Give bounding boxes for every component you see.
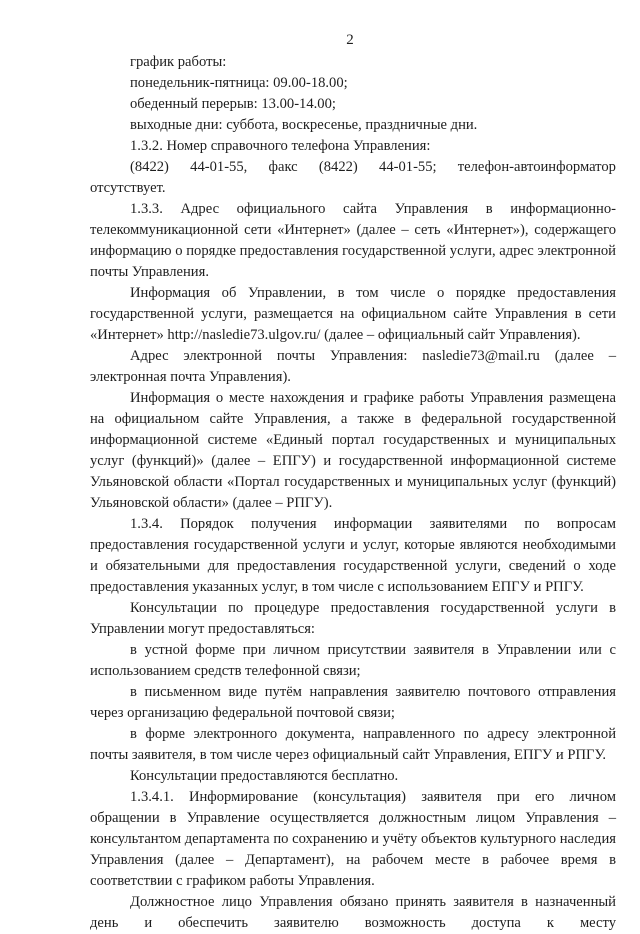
document-body xyxy=(90,52,616,934)
schedule-heading: график работы: xyxy=(130,54,227,70)
phone-part: телефон-автоинформатор xyxy=(457,159,616,175)
schedule-weekend: выходные дни: суббота, воскресенье, праздничные дни. xyxy=(130,117,478,133)
phone-line xyxy=(90,157,616,178)
paragraph-electronic-form: в форме электронного документа, направленного по адресу электронной почты заявителя, в том числе через официальный сайт Управления, ЕПГУ и РПГУ. xyxy=(90,726,616,763)
paragraph-site-info: Информация об Управлении, в том числе о порядке предоставления государственной услуги, размещается на официальном сайте Управления в сети «Интернет» http://nasledie73.ulgov.ru/ (далее – официальный сайт Управления). xyxy=(90,285,616,343)
page-number: 2 xyxy=(346,32,354,48)
schedule-lunch: обеденный перерыв: 13.00-14.00; xyxy=(130,96,336,112)
paragraph-location: Информация о месте нахождения и графике работы Управления размещена на официальном сайте Управления, а также в федеральной государственной информационной системе «Единый портал государственных и муниципальных услуг (функций)» (далее – ЕПГУ) и государственной информационной системе Ульяновской области «Портал государственных и муниципальных услуг (функций) Ульяновской области» (далее – РПГУ). xyxy=(90,390,616,511)
phone-part: 44-01-55, xyxy=(190,159,248,175)
paragraph-1-3-4-1: 1.3.4.1. Информирование (консультация) заявителя при его личном обращении в Управление осуществляется должностным лицом Управления – консультантом департамента по сохранению и учёту объектов культурного наследия Управления (далее – Департамент), на рабочем месте в рабочее время в соответствии с графиком работы Управления. xyxy=(90,789,616,889)
paragraph-official: Должностное лицо Управления обязано принять заявителя в назначенный день и обеспечить заявителю возможность доступа к месту xyxy=(90,894,616,931)
schedule-weekdays: понедельник-пятница: 09.00-18.00; xyxy=(130,75,348,91)
paragraph-consultations: Консультации по процедуре предоставления государственной услуги в Управлении могут предоставляться: xyxy=(90,600,616,637)
phone-part: факс xyxy=(268,159,298,175)
phone-heading: 1.3.2. Номер справочного телефона Управления: xyxy=(130,138,431,154)
phone-part: (8422) xyxy=(130,159,169,175)
paragraph-written-form: в письменном виде путём направления заявителю почтового отправления через организацию федеральной почтовой связи; xyxy=(90,684,616,721)
phone-part: (8422) xyxy=(318,159,358,175)
paragraph-1-3-3: 1.3.3. Адрес официального сайта Управления в информационно-телекоммуникационной сети «Интернет» (далее – сеть «Интернет»), содержащего информацию о порядке предоставления государственной услуги, адрес электронной почты Управления. xyxy=(90,201,616,280)
paragraph-email: Адрес электронной почты Управления: nasledie73@mail.ru (далее – электронная почта Управления). xyxy=(90,348,616,385)
paragraph-1-3-4: 1.3.4. Порядок получения информации заявителями по вопросам предоставления государственной услуги и услуг, которые являются необходимыми и обязательными для предоставления государственной услуги, сведений о ходе предоставления указанных услуг, в том числе с использованием ЕПГУ и РПГУ. xyxy=(90,516,616,595)
paragraph-free: Консультации предоставляются бесплатно. xyxy=(130,768,399,784)
phone-part: 44-01-55; xyxy=(379,159,437,175)
paragraph-oral-form: в устной форме при личном присутствии заявителя в Управлении или с использованием средств телефонной связи; xyxy=(90,642,616,679)
phone-line-end: отсутствует. xyxy=(90,180,166,196)
